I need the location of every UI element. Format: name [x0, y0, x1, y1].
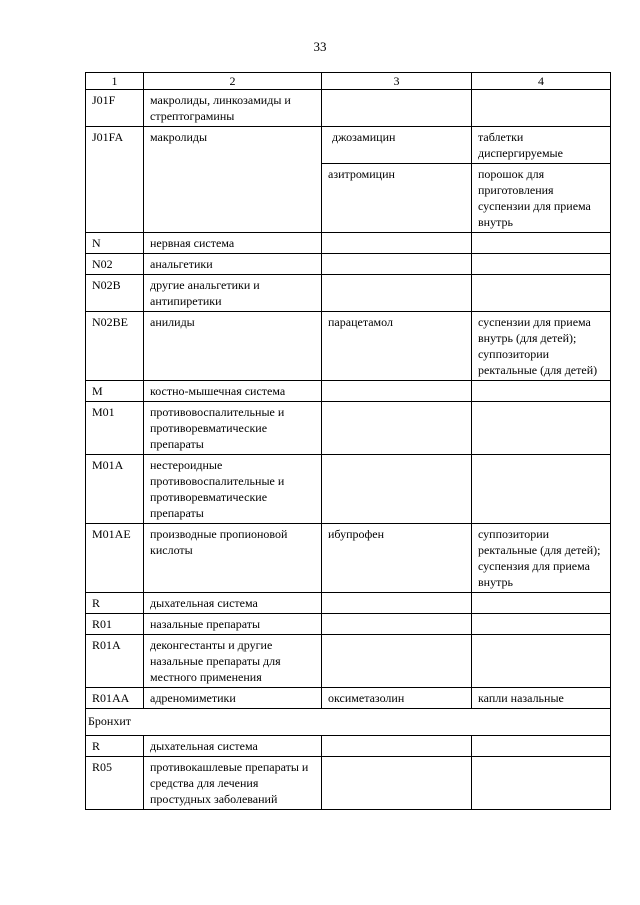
atc-group: назальные препараты [144, 614, 322, 635]
atc-code: M01 [86, 402, 144, 455]
section-row [86, 709, 611, 736]
atc-code: M01A [86, 455, 144, 524]
table-row [86, 381, 611, 402]
atc-code: R05 [86, 757, 144, 810]
atc-group: макролиды [144, 127, 322, 233]
dosage-form: суспензии для приема внутрь (для детей); суппозитории ректальные (для детей) [472, 312, 611, 381]
drug-name: джозамицин [322, 127, 472, 164]
drug-name [322, 593, 472, 614]
table-row [86, 455, 611, 524]
dosage-form [472, 635, 611, 688]
table-row [86, 757, 611, 810]
drug-name [322, 635, 472, 688]
drug-name [322, 381, 472, 402]
atc-group: противовоспалительные и противоревматические препараты [144, 402, 322, 455]
page-number: 33 [313, 39, 327, 54]
atc-group: нервная система [144, 233, 322, 254]
table-row [86, 635, 611, 688]
drug-name [322, 736, 472, 757]
header-col-1: 1 [86, 73, 144, 90]
atc-code: R01A [86, 635, 144, 688]
table-row [86, 736, 611, 757]
dosage-form [472, 736, 611, 757]
table-row [86, 312, 611, 381]
atc-group: анальгетики [144, 254, 322, 275]
drug-name [322, 757, 472, 810]
drug-name: азитромицин [322, 164, 472, 233]
drug-name [322, 254, 472, 275]
dosage-form [472, 254, 611, 275]
drug-table [85, 72, 611, 810]
dosage-form: таблетки диспергируемые [472, 127, 611, 164]
table-header-row [86, 73, 611, 90]
atc-code: M01AE [86, 524, 144, 593]
atc-group: противокашлевые препараты и средства для лечения простудных заболеваний [144, 757, 322, 810]
dosage-form [472, 90, 611, 127]
atc-group: дыхательная система [144, 736, 322, 757]
drug-name [322, 455, 472, 524]
section-title: Бронхит [86, 709, 611, 736]
drug-name [322, 614, 472, 635]
atc-group: производные пропионовой кислоты [144, 524, 322, 593]
atc-code: N [86, 233, 144, 254]
atc-code: N02 [86, 254, 144, 275]
atc-code: R01 [86, 614, 144, 635]
atc-group: деконгестанты и другие назальные препараты для местного применения [144, 635, 322, 688]
atc-code: J01FA [86, 127, 144, 233]
drug-name: ибупрофен [322, 524, 472, 593]
atc-code: J01F [86, 90, 144, 127]
dosage-form [472, 455, 611, 524]
dosage-form [472, 614, 611, 635]
atc-group: костно-мышечная система [144, 381, 322, 402]
header-col-4: 4 [472, 73, 611, 90]
table-row [86, 233, 611, 254]
atc-code: M [86, 381, 144, 402]
dosage-form [472, 275, 611, 312]
dosage-form [472, 233, 611, 254]
table-row [86, 275, 611, 312]
table-row [86, 90, 611, 127]
dosage-form: суппозитории ректальные (для детей); суспензия для приема внутрь [472, 524, 611, 593]
atc-code: N02B [86, 275, 144, 312]
table-row [86, 614, 611, 635]
table-row [86, 127, 611, 164]
atc-group: макролиды, линкозамиды и стрептограмины [144, 90, 322, 127]
dosage-form [472, 381, 611, 402]
header-col-2: 2 [144, 73, 322, 90]
drug-name [322, 275, 472, 312]
atc-group: нестероидные противовоспалительные и противоревматические препараты [144, 455, 322, 524]
atc-group: анилиды [144, 312, 322, 381]
dosage-form: порошок для приготовления суспензии для приема внутрь [472, 164, 611, 233]
table-row [86, 593, 611, 614]
atc-group: другие анальгетики и антипиретики [144, 275, 322, 312]
table-row [86, 688, 611, 709]
atc-code: R01AA [86, 688, 144, 709]
drug-name [322, 402, 472, 455]
atc-group: дыхательная система [144, 593, 322, 614]
dosage-form: капли назальные [472, 688, 611, 709]
drug-name: парацетамол [322, 312, 472, 381]
table-row [86, 402, 611, 455]
dosage-form [472, 593, 611, 614]
dosage-form [472, 402, 611, 455]
atc-code: R [86, 593, 144, 614]
drug-name [322, 90, 472, 127]
drug-name [322, 233, 472, 254]
table-row [86, 524, 611, 593]
atc-code: N02BE [86, 312, 144, 381]
drug-name: оксиметазолин [322, 688, 472, 709]
header-col-3: 3 [322, 73, 472, 90]
table-row [86, 254, 611, 275]
dosage-form [472, 757, 611, 810]
atc-code: R [86, 736, 144, 757]
atc-group: адреномиметики [144, 688, 322, 709]
